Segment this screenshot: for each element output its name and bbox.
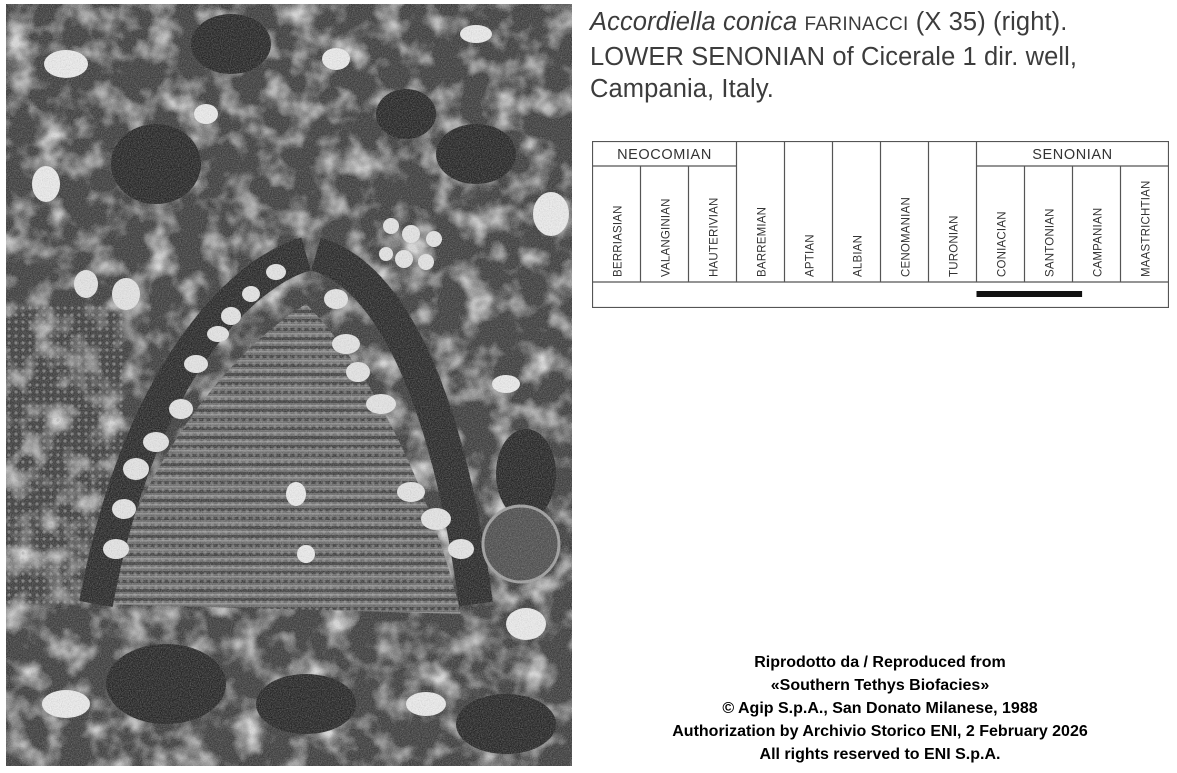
credit-line-3: © Agip S.p.A., San Donato Milanese, 1988 bbox=[722, 700, 1038, 717]
credit-line-4: Authorization by Archivio Storico ENI, 2 February 2026 bbox=[672, 723, 1088, 740]
species-name: Accordiella conica bbox=[590, 8, 798, 36]
group-label-senonian: SENONIAN bbox=[1032, 147, 1113, 163]
stage-label-santonian: SANTONIAN bbox=[1044, 208, 1057, 277]
stage-label-albian: ALBIAN bbox=[852, 234, 865, 277]
credits-block bbox=[640, 651, 1120, 766]
strat-chart bbox=[592, 141, 1169, 308]
stage-label-barremian: BARREMIAN bbox=[756, 206, 769, 277]
stage-label-campanian: CAMPANIAN bbox=[1092, 207, 1105, 277]
caption-line-3: Campania, Italy. bbox=[590, 75, 774, 103]
credit-line-1: Riprodotto da / Reproduced from bbox=[754, 654, 1006, 671]
stage-label-hauterivian: HAUTERIVIAN bbox=[708, 197, 721, 277]
magnification: (X 35) (right). bbox=[915, 8, 1068, 36]
range-bar bbox=[977, 291, 1083, 297]
species-author: FARINACCI bbox=[804, 14, 909, 35]
stage-label-maastrichtian: MAASTRICHTIAN bbox=[1140, 180, 1153, 277]
stage-label-cenomanian: CENOMANIAN bbox=[900, 197, 913, 277]
stage-label-berriasian: BERRIASIAN bbox=[612, 205, 625, 277]
micrograph-image bbox=[6, 4, 572, 766]
caption bbox=[590, 6, 1175, 105]
stage-label-valanginian: VALANGINIAN bbox=[660, 198, 673, 277]
stage-label-coniacian: CONIACIAN bbox=[996, 211, 1009, 277]
group-label-neocomian: NEOCOMIAN bbox=[617, 147, 712, 163]
stage-label-aptian: APTIAN bbox=[804, 234, 817, 277]
credit-line-5: All rights reserved to ENI S.p.A. bbox=[759, 746, 1001, 763]
caption-line-1 bbox=[590, 6, 1175, 41]
stratigraphic-range-table bbox=[592, 141, 1169, 308]
caption-line-2: LOWER SENONIAN of Cicerale 1 dir. well, bbox=[590, 43, 1078, 71]
credit-line-2: «Southern Tethys Biofacies» bbox=[770, 677, 990, 694]
stage-label-turonian: TURONIAN bbox=[948, 215, 961, 277]
